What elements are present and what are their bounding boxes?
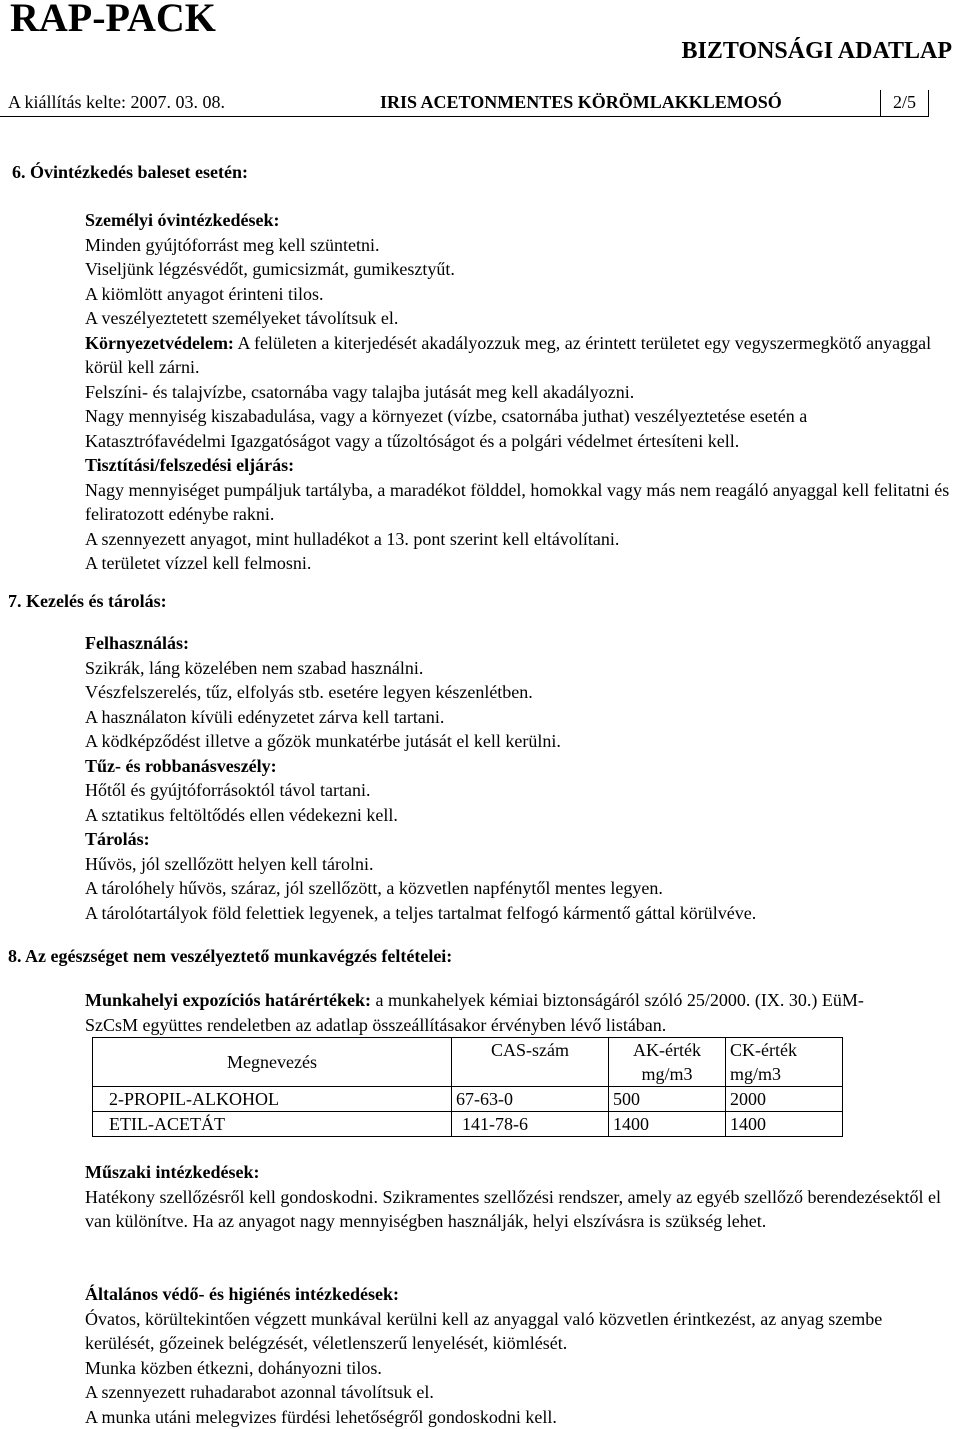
hygiene-heading: Általános védő- és higiénés intézkedések: (85, 1282, 950, 1307)
table-row (93, 1087, 843, 1112)
storage-line: A tárolótartályok föld felettiek legyenek, a teljes tartalmat felfogó kármentő gáttal körülvéve. (85, 901, 950, 926)
section-6-body (85, 208, 950, 576)
table-cell: 1400 (726, 1112, 843, 1137)
hygiene-measures (85, 1282, 950, 1429)
header-cell-ak (609, 1038, 726, 1087)
cleanup-line: A szennyezett anyagot, mint hulladékot a 13. pont szerint kell eltávolítani. (85, 527, 950, 552)
exposure-limits-text: a munkahelyek kémiai biztonságáról szóló 25/2000. (IX. 30.) EüM-SzCsM együttes rendeletben az adatlap összeállításakor érvényben lévő listában. (85, 990, 864, 1035)
storage-line: Hűvös, jól szellőzött helyen kell tárolni. (85, 852, 950, 877)
header-cell-ak-line-1: AK-érték (633, 1040, 701, 1060)
environment-paragraph (85, 331, 950, 380)
header-cell-ck-line-2: mg/m3 (730, 1064, 781, 1084)
personal-line: Viseljünk légzésvédőt, gumicsizmát, gumikesztyűt. (85, 257, 950, 282)
header-cell-ck (726, 1038, 843, 1087)
exposure-limits-table (92, 1037, 843, 1137)
document-header-bar (0, 87, 929, 117)
use-line: Vészfelszerelés, tűz, elfolyás stb. esetére legyen készenlétben. (85, 680, 950, 705)
header-cell-cas: CAS-szám (452, 1038, 609, 1087)
table-cell: ETIL-ACETÁT (93, 1112, 452, 1137)
storage-heading: Tárolás: (85, 827, 950, 852)
use-line: A ködképződést illetve a gőzök munkatérbe jutását el kell kerülni. (85, 729, 950, 754)
document-type: BIZTONSÁGI ADATLAP (681, 36, 952, 66)
table-cell: 1400 (609, 1112, 726, 1137)
brand-name: RAP-PACK (10, 0, 216, 40)
environment-heading: Környezetvédelem: (85, 333, 234, 353)
environment-line: Felszíni- és talajvízbe, csatornába vagy talajba jutását meg kell akadályozni. (85, 380, 950, 405)
personal-line: Minden gyújtóforrást meg kell szüntetni. (85, 233, 950, 258)
header-cell-name: Megnevezés (93, 1038, 452, 1087)
technical-heading: Műszaki intézkedések: (85, 1160, 950, 1185)
use-line: Szikrák, láng közelében nem szabad használni. (85, 656, 950, 681)
table-cell: 141-78-6 (452, 1112, 609, 1137)
cleanup-line: Nagy mennyiséget pumpáljuk tartályba, a maradékot földdel, homokkal vagy más nem reagáló anyaggal kell felitatni és feliratozott edénybe rakni. (85, 478, 950, 527)
table-cell: 67-63-0 (452, 1087, 609, 1112)
page-number: 2/5 (893, 88, 916, 116)
table-cell: 2-PROPIL-ALKOHOL (93, 1087, 452, 1112)
table-header-row (93, 1038, 843, 1087)
technical-measures (85, 1160, 950, 1234)
table-row (93, 1112, 843, 1137)
hygiene-line: Óvatos, körültekintően végzett munkával kerülni kell az anyaggal való közvetlen érintkezést, az anyag szembe kerülését, gőzeinek belégzését, véletlenszerű lenyelését, kiömlését. (85, 1307, 950, 1356)
personal-line: A kiömlött anyagot érinteni tilos. (85, 282, 950, 307)
hygiene-line: Munka közben étkezni, dohányozni tilos. (85, 1356, 950, 1381)
section-7-body (85, 631, 950, 925)
table-cell: 500 (609, 1087, 726, 1112)
issue-date: A kiállítás kelte: 2007. 03. 08. (8, 88, 225, 116)
technical-text: Hatékony szellőzésről kell gondoskodni. Szikramentes szellőzési rendszer, amely az egyéb szellőző berendezésektől el van különítve. Ha az anyagot nagy mennyiségben használják, helyi elszívásra is szükség lehet. (85, 1185, 950, 1234)
section-8-title: 8. Az egészséget nem veszélyeztető munkavégzés feltételei: (8, 944, 452, 969)
cleanup-heading: Tisztítási/felszedési eljárás: (85, 453, 950, 478)
fire-line: A sztatikus feltöltődés ellen védekezni kell. (85, 803, 950, 828)
header-cell-ck-line-1: CK-érték (730, 1040, 797, 1060)
header-right-border (928, 90, 929, 116)
exposure-limits-paragraph (85, 988, 865, 1037)
environment-line: Nagy mennyiség kiszabadulása, vagy a környezet (vízbe, csatornába juthat) veszélyeztetése esetén a Katasztrófavédelmi Igazgatóságot vagy a tűzoltóságot és a polgári védelmet értesíteni kell. (85, 404, 950, 453)
storage-line: A tárolóhely hűvös, száraz, jól szellőzött, a közvetlen napfénytől mentes legyen. (85, 876, 950, 901)
section-6-title: 6. Óvintézkedés baleset esetén: (12, 160, 248, 185)
table-cell: 2000 (726, 1087, 843, 1112)
header-cell-ak-line-2: mg/m3 (641, 1064, 692, 1084)
use-heading: Felhasználás: (85, 631, 950, 656)
fire-heading: Tűz- és robbanásveszély: (85, 754, 950, 779)
fire-line: Hőtől és gyújtóforrásoktól távol tartani. (85, 778, 950, 803)
exposure-limits-heading: Munkahelyi expozíciós határértékek: (85, 990, 371, 1010)
hygiene-line: A munka utáni melegvizes fürdési lehetőségről gondoskodni kell. (85, 1405, 950, 1429)
section-7-title: 7. Kezelés és tárolás: (8, 589, 167, 614)
personal-heading: Személyi óvintézkedések: (85, 208, 950, 233)
hygiene-line: A szennyezett ruhadarabot azonnal távolítsuk el. (85, 1380, 950, 1405)
use-line: A használaton kívüli edényzetet zárva kell tartani. (85, 705, 950, 730)
personal-line: A veszélyeztetett személyeket távolítsuk el. (85, 306, 950, 331)
cleanup-line: A területet vízzel kell felmosni. (85, 551, 950, 576)
header-divider (880, 90, 881, 116)
product-name: IRIS ACETONMENTES KÖRÖMLAKKLEMOSÓ (380, 88, 782, 116)
environment-text: A felületen a kiterjedését akadályozzuk meg, az érintett területet egy vegyszermegkötő anyaggal körül kell zárni. (85, 333, 931, 378)
